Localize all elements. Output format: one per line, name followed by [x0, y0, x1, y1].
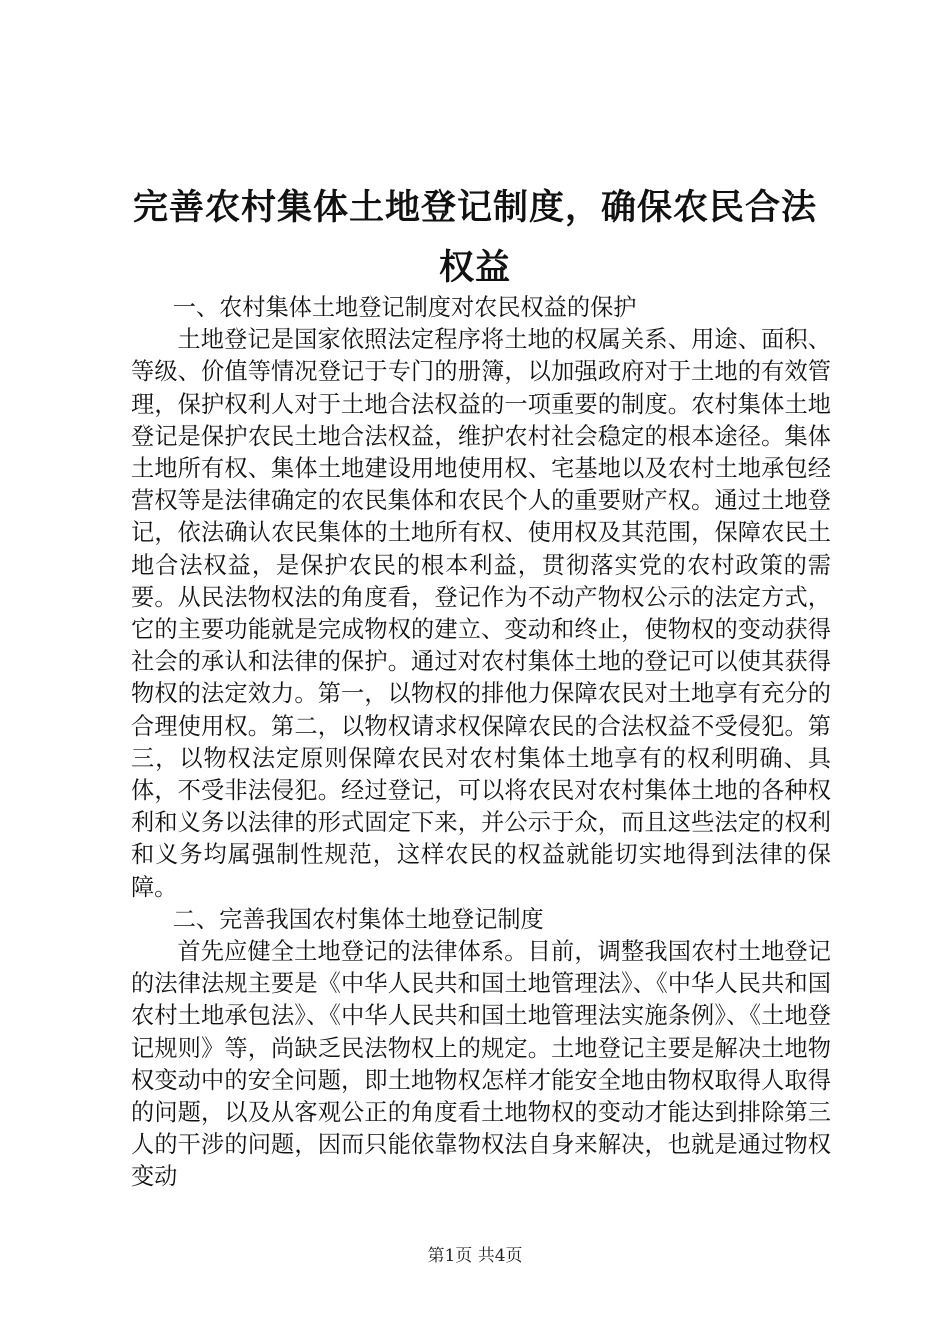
page-footer: 第1页 共4页 — [427, 1246, 523, 1266]
paragraph-1: 土地登记是国家依照法定程序将土地的权属关系、用途、面积、等级、价值等情况登记于专门的册簿，以加强政府对于土地的有效管理，保护权利人对于土地合法权益的一项重要的制度。农村集体土地登记是保护农民土地合法权益，维护农村社会稳定的根本途径。集体土地所有权、集体土地建设用地使用权、宅基地以及农村土地承包经营权等是法律确定的农民集体和农民个人的重要财产权。通过土地登记，依法确认农民集体的土地所有权、使用权及其范围，保障农民土地合法权益，是保护农民的根本利益，贯彻落实党的农村政策的需要。从民法物权法的角度看，登记作为不动产物权公示的法定方式，它的主要功能就是完成物权的建立、变动和终止，使物权的变动获得社会的承认和法律的保护。通过对农村集体土地的登记可以使其获得物权的法定效力。第一，以物权的排他力保障农民对土地享有充分的合理使用权。第二，以物权请求权保障农民的合法权益不受侵犯。第三，以物权法定原则保障农民对农村集体土地享有的权利明确、具体，不受非法侵犯。经过登记，可以将农民对农村集体土地的各种权利和义务以法律的形式固定下来，并公示于众，而且这些法定的权利和义务均属强制性规范，这样农民的权益就能切实地得到法律的保障。 — [131, 326, 831, 901]
paragraph-2: 首先应健全土地登记的法律体系。目前，调整我国农村土地登记的法律法规主要是《中华人民共和国土地管理法》、《中华人民共和国农村土地承包法》、《中华人民共和国土地管理法实施条例》、《土地登记规则》等，尚缺乏民法物权上的规定。土地登记主要是解决土地物权变动中的安全问题，即土地物权怎样才能安全地由物权取得人取得的问题，以及从客观公正的角度看土地物权的变动才能达到排除第三人的干涉的问题，因而只能依靠物权法自身来解决，也就是通过物权变动 — [131, 938, 831, 1191]
document-body — [131, 292, 831, 1194]
document-title: 完善农村集体土地登记制度，确保农民合法权益 — [132, 188, 817, 288]
section-heading-2: 二、完善我国农村集体土地登记制度 — [172, 905, 544, 933]
section-heading-1: 一、农村集体土地登记制度对农民权益的保护 — [172, 294, 637, 321]
